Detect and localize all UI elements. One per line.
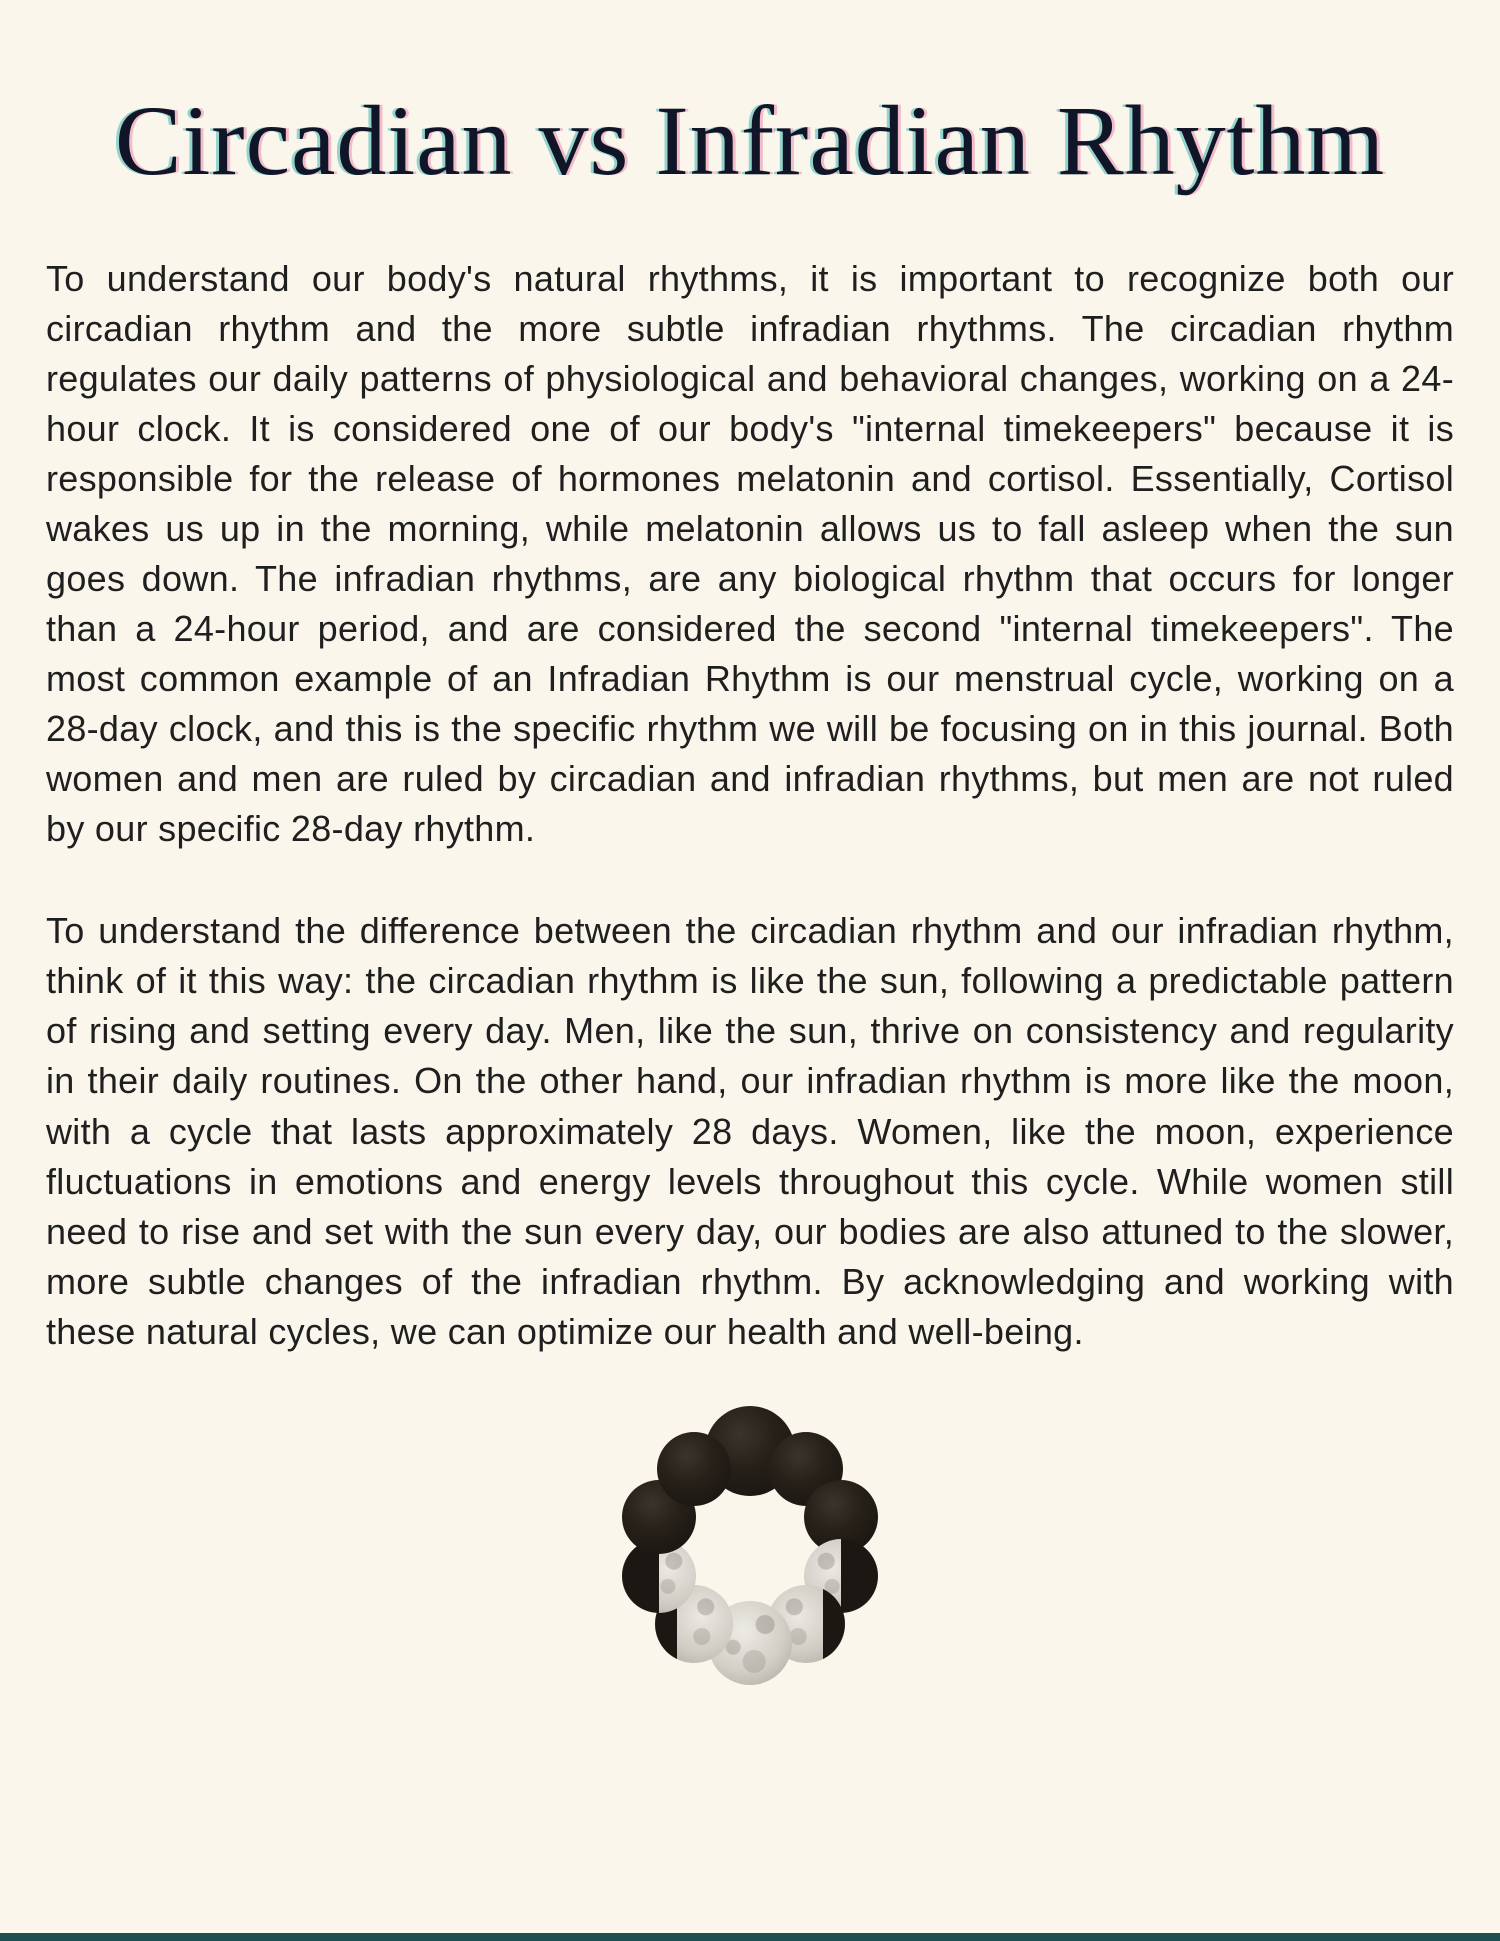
article-body: [46, 254, 1454, 1357]
body-paragraph: To understand the difference between the circadian rhythm and our infradian rhythm, think of it this way: the circadian rhythm is like the sun, following a predictable pattern of rising and setting every day. Men, like the sun, thrive on consistency and regularity in their daily routines. On the other hand, our infradian rhythm is more like the moon, with a cycle that lasts approximately 28 days. Women, like the moon, experience fluctuations in emotions and energy levels throughout this cycle. While women still need to rise and set with the sun every day, our bodies are also attuned to the slower, more subtle changes of the infradian rhythm. By acknowledging and working with these natural cycles, we can optimize our health and well-being.: [46, 910, 1454, 1352]
moon-phase-cycle-graphic: [600, 1397, 900, 1697]
footer-accent-bar: [0, 1933, 1500, 1941]
moon-phase-new-icon: [657, 1432, 731, 1506]
body-paragraph: To understand our body's natural rhythms, it is important to recognize both our circadian rhythm and the more subtle infradian rhythms. The circadian rhythm regulates our daily patterns of physiological and behavioral changes, working on a 24-hour clock. It is considered one of our body's "internal timekeepers" because it is responsible for the release of hormones melatonin and cortisol. Essentially, Cortisol wakes us up in the morning, while melatonin allows us to fall asleep when the sun goes down. The infradian rhythms, are any biological rhythm that occurs for longer than a 24-hour period, and are considered the second "internal timekeepers". The most common example of an Infradian Rhythm is our menstrual cycle, working on a 28-day clock, and this is the specific rhythm we will be focusing on in this journal. Both women and men are ruled by circadian and infradian rhythms, but men are not ruled by our specific 28-day rhythm.: [46, 258, 1454, 850]
page-title: Circadian vs Infradian Rhythm: [114, 85, 1386, 196]
